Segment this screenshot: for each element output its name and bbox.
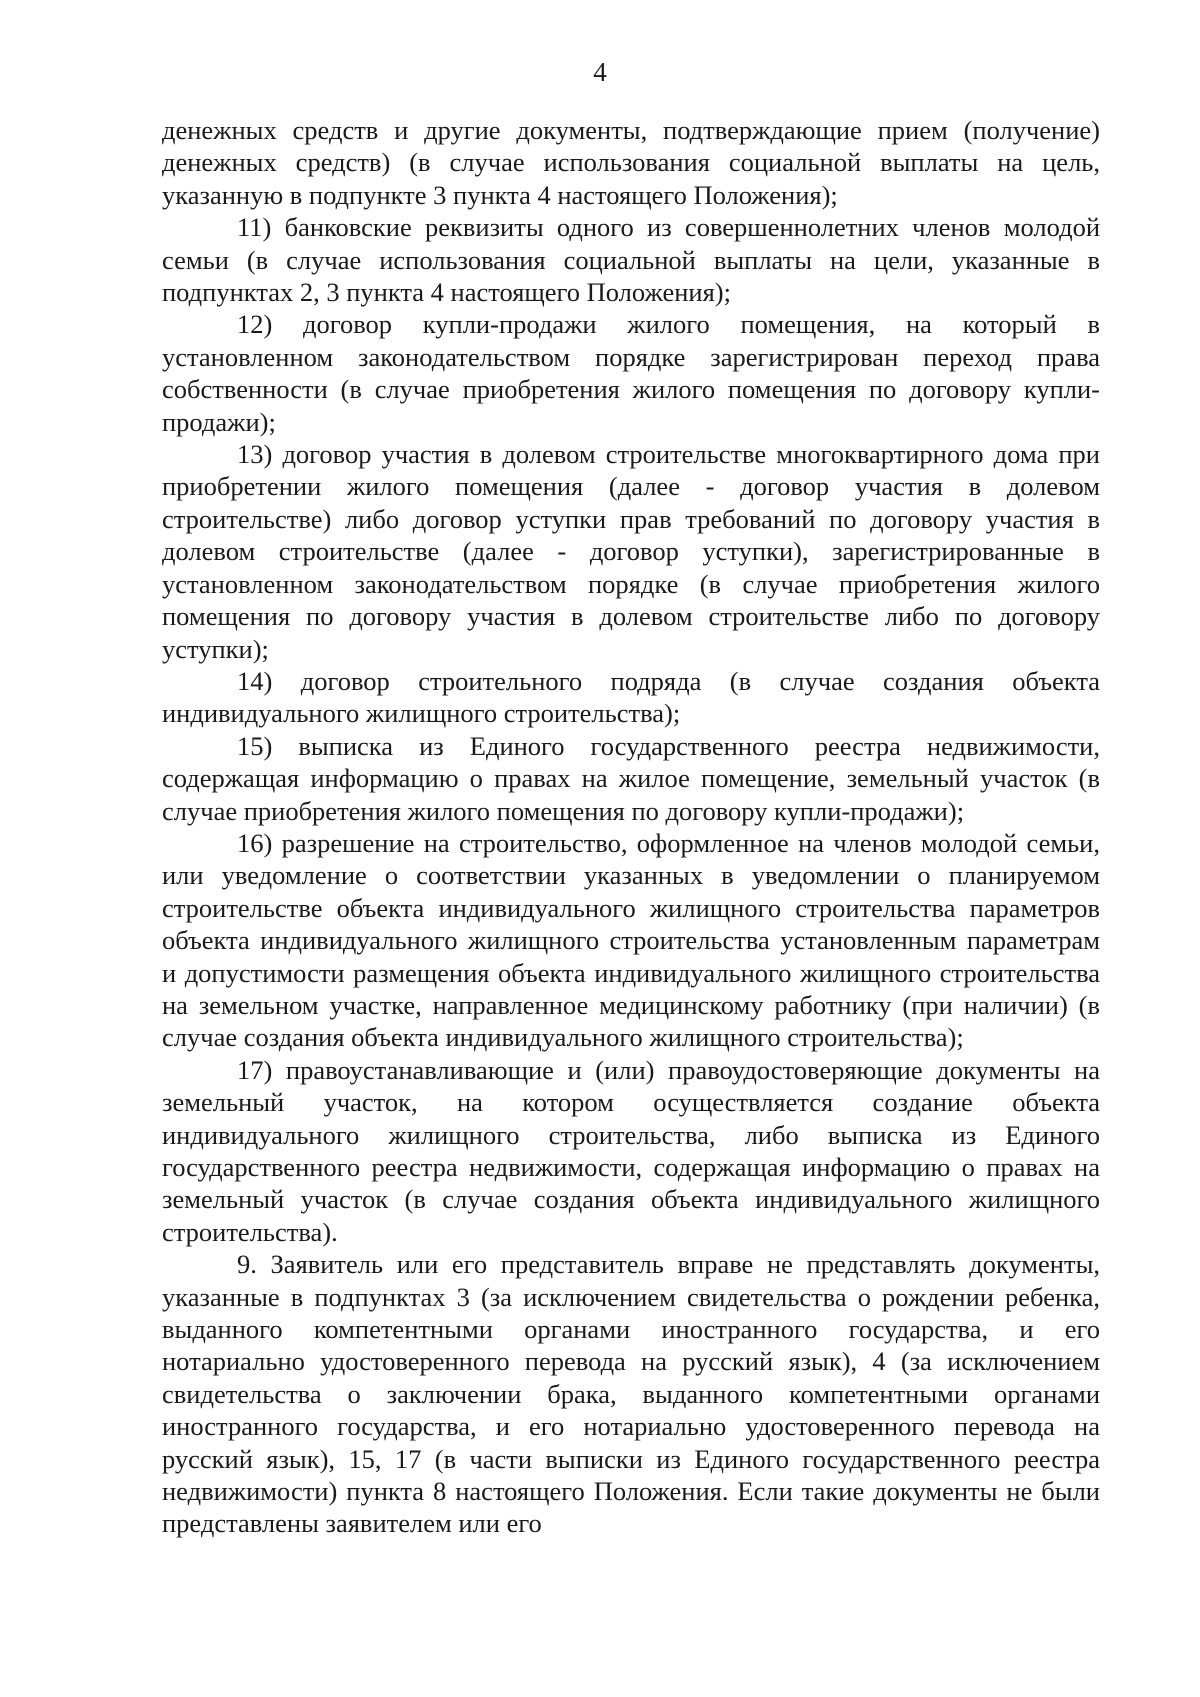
paragraph-item-17: 17) правоустанавливающие и (или) правоудостоверяющие документы на земельный участок, на котором осуществляется создание объекта индивидуального жилищного строительства, либо выписка из Единого государственного реестра недвижимости, содержащая информацию о правах на земельный участок (в случае создания объекта индивидуального жилищного строительства). — [162, 1054, 1100, 1247]
paragraph-item-15: 15) выписка из Единого государственного реестра недвижимости, содержащая информацию о правах на жилое помещение, земельный участок (в случае приобретения жилого помещения по договору купли-продажи); — [162, 730, 1100, 826]
paragraph-item-13: 13) договор участия в долевом строительстве многоквартирного дома при приобретении жилого помещения (далее - договор участия в долевом строительстве) либо договор уступки прав требований по договору участия в долевом строительстве (далее - договор уступки), зарегистрированные в установленном законодательством порядке (в случае приобретения жилого помещения по договору участия в долевом строительстве либо по договору уступки); — [162, 439, 1100, 664]
paragraph-item-16: 16) разрешение на строительство, оформленное на членов молодой семьи, или уведомление о соответствии указанных в уведомлении о планируемом строительстве объекта индивидуального жилищного строительства параметров объекта индивидуального жилищного строительства установленным параметрам и допустимости размещения объекта индивидуального жилищного строительства на земельном участке, направленное медицинскому работнику (при наличии) (в случае создания объекта индивидуального жилищного строительства); — [162, 827, 1100, 1053]
paragraph-item-11: 11) банковские реквизиты одного из совершеннолетних членов молодой семьи (в случае использования социальной выплаты на цели, указанные в подпунктах 2, 3 пункта 4 настоящего Положения); — [162, 212, 1100, 308]
paragraph-continuation: денежных средств и другие документы, подтверждающие прием (получение) денежных средств) (в случае использования социальной выплаты на цель, указанную в подпункте 3 пункта 4 настоящего Положения); — [162, 115, 1100, 210]
page-number: 4 — [593, 57, 607, 87]
paragraph-item-14: 14) договор строительного подряда (в случае создания объекта индивидуального жилищного строительства); — [162, 665, 1100, 729]
document-body — [162, 114, 1100, 1540]
paragraph-item-12: 12) договор купли-продажи жилого помещения, на который в установленном законодательством порядке зарегистрирован переход права собственности (в случае приобретения жилого помещения по договору купли-продажи); — [162, 309, 1100, 437]
paragraph-clause-9: 9. Заявитель или его представитель вправе не представлять документы, указанные в подпунктах 3 (за исключением свидетельства о рождении ребенка, выданного компетентными органами иностранного государства, и его нотариально удостоверенного перевода на русский язык), 4 (за исключением свидетельства о заключении брака, выданного компетентными органами иностранного государства, и его нотариально удостоверенного перевода на русский язык), 15, 17 (в части выписки из Единого государственного реестра недвижимости) пункта 8 настоящего Положения. Если такие документы не были представлены заявителем или его — [162, 1249, 1100, 1539]
